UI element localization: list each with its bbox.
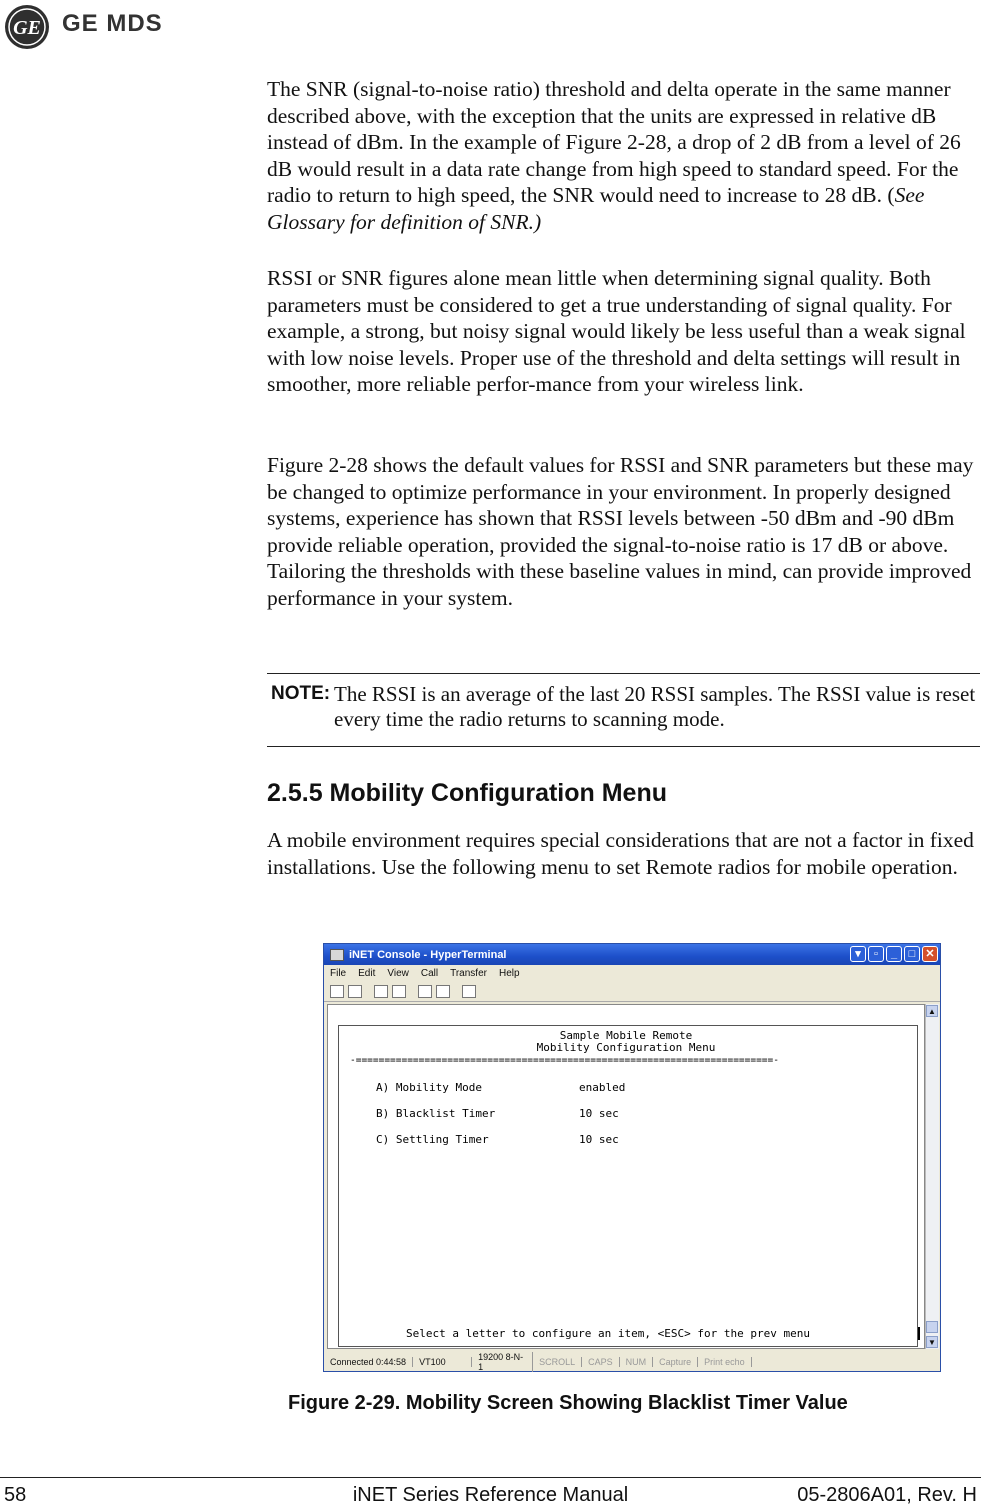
- terminal-frame: [338, 1025, 918, 1347]
- terminal-app-icon: [330, 949, 344, 961]
- brand-name: GE MDS: [62, 10, 163, 37]
- properties-icon[interactable]: [462, 985, 476, 998]
- paragraph-mobile: A mobile environment requires special considerations that are not a factor in fixed installations. Use the following menu to set Remote radios for mobile operation.: [267, 828, 974, 879]
- item-settling-timer-value: 10 sec: [579, 1133, 619, 1146]
- status-caps: CAPS: [582, 1357, 620, 1367]
- menu-edit[interactable]: Edit: [358, 967, 376, 979]
- paragraph-defaults: Figure 2-28 shows the default values for RSSI and SNR parameters but these may be changed to optimize performance in your environment. In properly designed systems, experience has shown that RSSI levels between -50 dBm and -90 dBm provide reliable operation, provided the signal-to-noise ratio is 17 dB or above. Tailoring the thresholds with these baseline values in mind, can provide improved performance in your system.: [267, 453, 974, 610]
- paragraph-rssi: RSSI or SNR figures alone mean little when determining signal quality. Both parameters must be considered to get a true understanding of signal quality. For example, a strong, but noisy signal would likely be less useful than a weak signal with low noise levels. Proper use of the threshold and delta settings will result in smoother, more reliable perfor-mance from your wireless link.: [267, 266, 966, 396]
- maximize-button[interactable]: □: [904, 946, 920, 962]
- terminal-title-1: Sample Mobile Remote: [559, 1029, 693, 1042]
- send-icon[interactable]: [418, 985, 432, 998]
- item-mobility-mode-value: enabled: [579, 1081, 626, 1094]
- status-emulation: VT100: [413, 1357, 472, 1367]
- minimize-button[interactable]: _: [886, 946, 902, 962]
- section-heading: 2.5.5 Mobility Configuration Menu: [267, 779, 667, 807]
- terminal-prompt: Select a letter to configure an item, <ESC> for the prev menu: [406, 1327, 810, 1340]
- item-mobility-mode-label[interactable]: A) Mobility Mode: [376, 1081, 482, 1094]
- footer-title: iNET Series Reference Manual: [352, 1484, 629, 1506]
- paragraph-snr-main: The SNR (signal-to-noise ratio) threshold and delta operate in the same manner described above, with the exception that the units are expressed in relative dB instead of dBm. In the example of Figure 2-28, a drop of 2 dB from a level of 26 dB would result in a data rate change from high speed to standard speed. For the radio to return to high speed, the SNR would need to increase to 28 dB. (: [267, 77, 961, 207]
- restore-icon[interactable]: ▫: [868, 946, 884, 962]
- scroll-thumb[interactable]: [926, 1321, 938, 1333]
- terminal-rule: -=========================================================================-: [350, 1055, 779, 1066]
- paragraph-snr-italic: See Glossary for definition of SNR.): [267, 183, 925, 234]
- close-button[interactable]: ✕: [922, 946, 938, 962]
- menu-transfer[interactable]: Transfer: [450, 967, 487, 979]
- open-icon[interactable]: [348, 985, 362, 998]
- terminal-title-2: Mobility Configuration Menu: [536, 1041, 716, 1054]
- scroll-down-icon[interactable]: ▼: [926, 1336, 938, 1348]
- hyperterminal-window: [323, 943, 941, 1372]
- footer-doc-number: 05-2806A01, Rev. H: [797, 1484, 977, 1506]
- status-connected: Connected 0:44:58: [324, 1357, 413, 1367]
- status-num: NUM: [620, 1357, 654, 1367]
- phone-icon[interactable]: [374, 985, 388, 998]
- logo-letters: GE: [13, 17, 41, 39]
- menu-file[interactable]: File: [330, 967, 347, 979]
- item-settling-timer-label[interactable]: C) Settling Timer: [376, 1133, 489, 1146]
- vertical-scrollbar[interactable]: [925, 1004, 939, 1349]
- window-titlebar: [324, 944, 940, 965]
- status-scroll: SCROLL: [533, 1357, 582, 1367]
- status-capture: Capture: [653, 1357, 698, 1367]
- status-bar: [324, 1352, 940, 1371]
- toolbar: [324, 981, 940, 1002]
- status-print-echo: Print echo: [698, 1357, 752, 1367]
- scroll-up-icon[interactable]: ▲: [926, 1005, 938, 1017]
- menu-call[interactable]: Call: [420, 967, 439, 979]
- item-blacklist-timer-value: 10 sec: [579, 1107, 619, 1120]
- terminal-area[interactable]: [327, 1004, 925, 1349]
- note-label: NOTE:: [271, 683, 331, 704]
- terminal-cursor: [918, 1327, 920, 1340]
- paragraph-snr: [267, 76, 981, 235]
- receive-icon[interactable]: [436, 985, 450, 998]
- menu-help[interactable]: Help: [498, 967, 520, 979]
- item-blacklist-timer-label[interactable]: B) Blacklist Timer: [376, 1107, 496, 1120]
- status-baud: 19200 8-N-1: [472, 1352, 533, 1372]
- footer-page-number: 58: [4, 1484, 27, 1506]
- note-text: The RSSI is an average of the last 20 RSSI samples. The RSSI value is reset every time the radio returns to scanning mode.: [334, 682, 976, 731]
- footer-rule: [0, 1477, 981, 1478]
- window-title: iNET Console - HyperTerminal: [349, 948, 507, 961]
- disconnect-icon[interactable]: [392, 985, 406, 998]
- note-box: [267, 673, 980, 747]
- menu-view[interactable]: View: [387, 967, 409, 979]
- help-dropdown-icon[interactable]: ▾: [850, 946, 866, 962]
- new-icon[interactable]: [330, 985, 344, 998]
- figure-caption: Figure 2-29. Mobility Screen Showing Blacklist Timer Value: [288, 1392, 848, 1414]
- menu-bar: [324, 965, 940, 981]
